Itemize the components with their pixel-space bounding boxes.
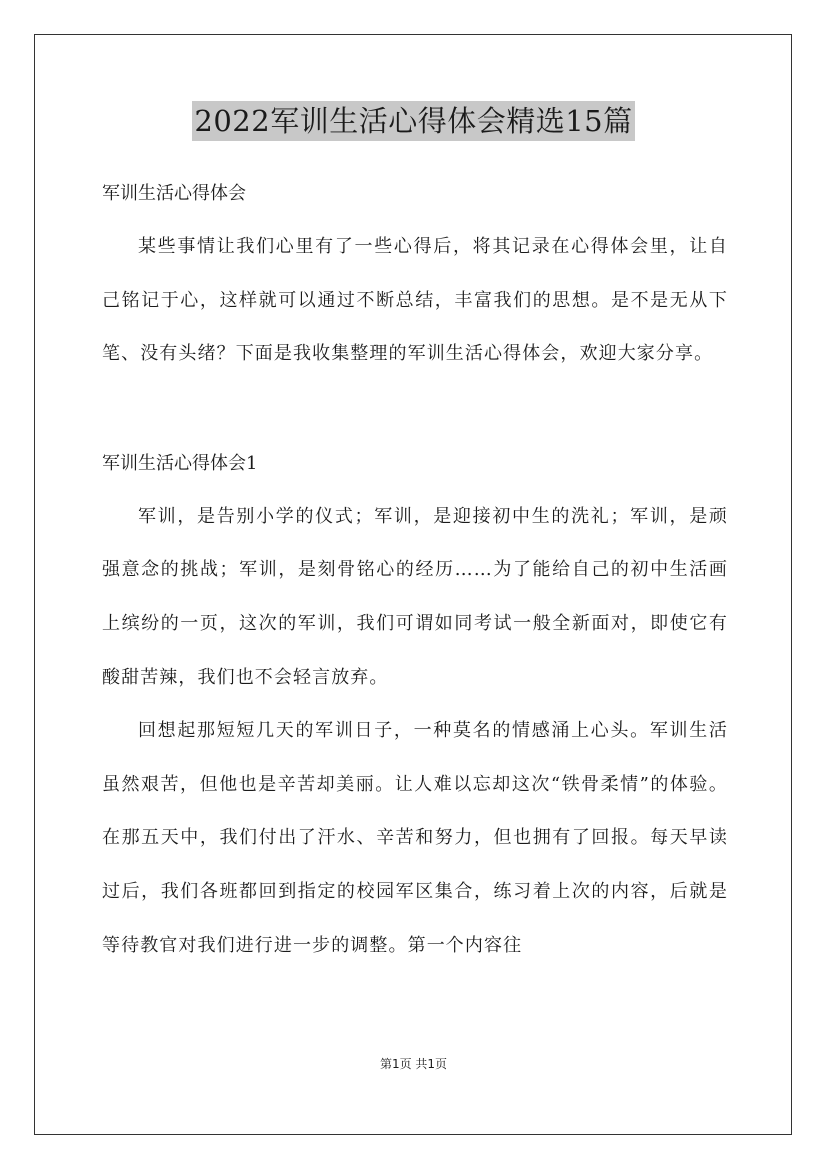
intro-paragraph: 某些事情让我们心里有了一些心得后，将其记录在心得体会里，让自己铭记于心，这样就可以通过不断总结，丰富我们的思想。是不是无从下笔、没有头绪？下面是我收集整理的军训生活心得体会，欢迎大家分享。	[102, 236, 728, 365]
document-title: 2022军训生活心得体会精选15篇	[192, 101, 634, 141]
section1-heading: 军训生活心得体会1	[102, 452, 258, 474]
section-spacer	[102, 381, 728, 438]
title-container	[0, 101, 827, 141]
section1-paragraph-1: 军训，是告别小学的仪式；军训，是迎接初中生的洗礼；军训，是顽强意念的挑战；军训，是刻骨铭心的经历……为了能给自己的初中生活画上缤纷的一页，这次的军训，我们可谓如同考试一般全新面对，即使它有酸甜苦辣，我们也不会轻言放弃。	[102, 505, 728, 688]
document-body	[102, 168, 728, 972]
intro-heading: 军训生活心得体会	[102, 183, 246, 204]
page-number: 第1页 共1页	[379, 1057, 448, 1071]
section1-paragraph-2: 回想起那短短几天的军训日子，一种莫名的情感涌上心头。军训生活虽然艰苦，但他也是辛苦却美丽。让人难以忘却这次“铁骨柔情”的体验。在那五天中，我们付出了汗水、辛苦和努力，但也拥有了回报。每天早读过后，我们各班都回到指定的校园军区集合，练习着上次的内容，后就是等待教官对我们进行进一步的调整。第一个内容往	[102, 720, 728, 956]
